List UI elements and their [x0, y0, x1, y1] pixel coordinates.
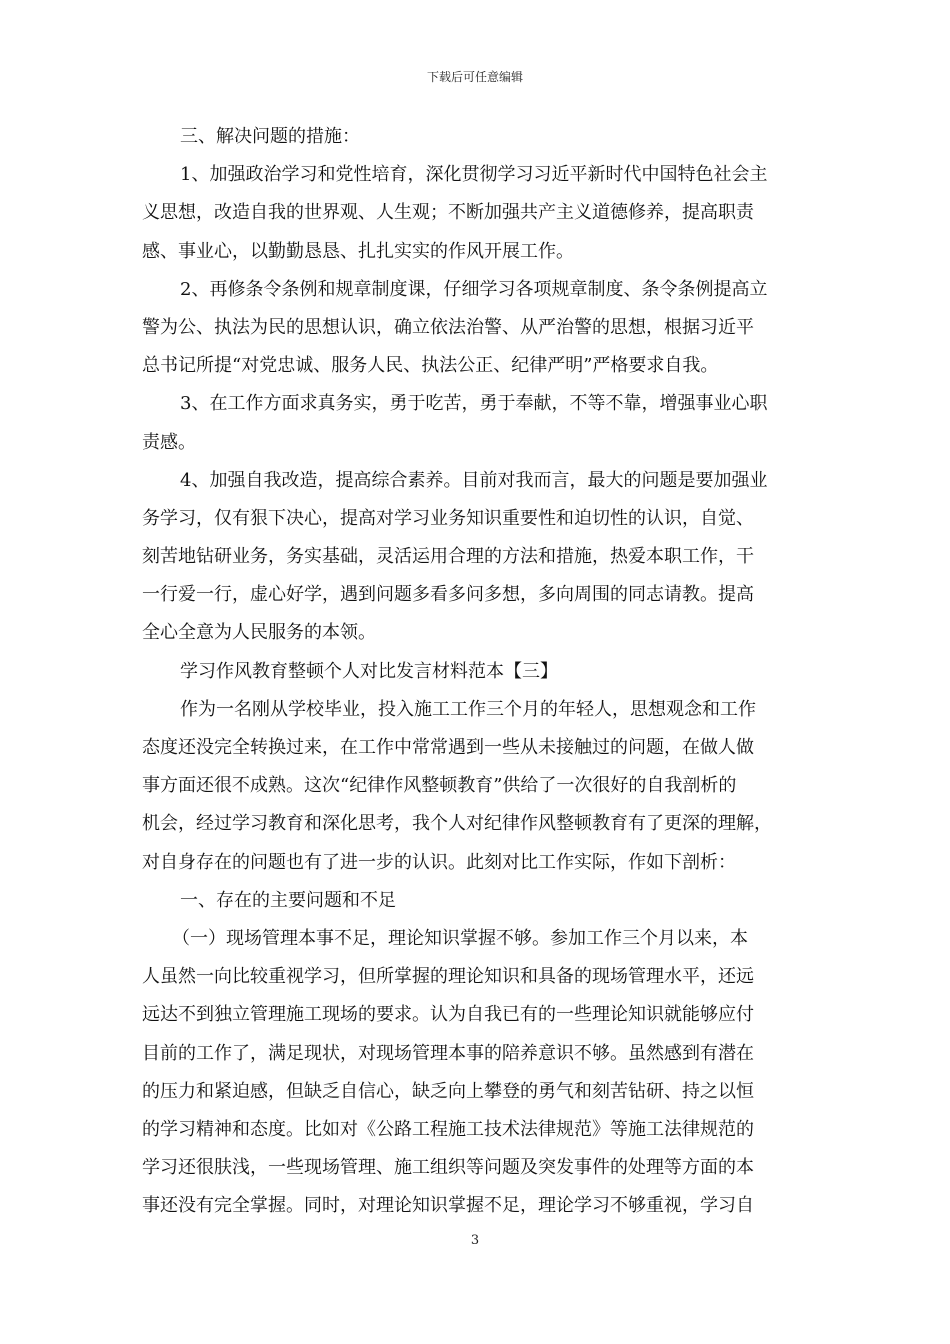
paragraph-line: 的压力和紧迫感，但缺乏自信心，缺乏向上攀登的勇气和刻苦钻研、持之以恒 — [142, 1080, 754, 1102]
section-heading: 一、存在的主要问题和不足 — [180, 889, 396, 911]
paragraph-line: 机会，经过学习教育和深化思考，我个人对纪律作风整顿教育有了更深的理解， — [142, 813, 772, 835]
paragraph-line: 刻苦地钻研业务，务实基础，灵活运用合理的方法和措施，热爱本职工作，干 — [142, 546, 754, 568]
paragraph-line: 目前的工作了，满足现状，对现场管理本事的陪养意识不够。虽然感到有潜在 — [142, 1042, 754, 1064]
paragraph-line: 的学习精神和态度。比如对《公路工程施工技术法律规范》等施工法律规范的 — [142, 1118, 754, 1140]
paragraph-line: 远达不到独立管理施工现场的要求。认为自我已有的一些理论知识就能够应付 — [142, 1004, 754, 1026]
paragraph-line: 义思想，改造自我的世界观、人生观；不断加强共产主义道德修养，提高职责 — [142, 202, 754, 224]
page-number: 3 — [470, 1233, 480, 1248]
paragraph-line: 2、再修条令条例和规章制度课，仔细学习各项规章制度、条令条例提高立 — [180, 278, 768, 300]
section-title: 学习作风教育整顿个人对比发言材料范本【三】 — [180, 660, 558, 682]
paragraph-line: 学习还很肤浅，一些现场管理、施工组织等问题及突发事件的处理等方面的本 — [142, 1157, 754, 1179]
paragraph-line: 警为公、执法为民的思想认识，确立依法治警、从严治警的思想，根据习近平 — [142, 316, 754, 338]
paragraph-line: 事还没有完全掌握。同时，对理论知识掌握不足，理论学习不够重视，学习自 — [142, 1195, 754, 1217]
paragraph-line: 3、在工作方面求真务实，勇于吃苦，勇于奉献，不等不靠，增强事业心职 — [180, 393, 768, 415]
paragraph-line: 全心全意为人民服务的本领。 — [142, 622, 376, 644]
paragraph-line: 事方面还很不成熟。这次“纪律作风整顿教育”供给了一次很好的自我剖析的 — [142, 775, 737, 797]
page-header: 下载后可任意编辑 — [426, 70, 523, 84]
section-heading: 三、解决问题的措施： — [180, 126, 360, 147]
paragraph-line: 一行爱一行，虚心好学，遇到问题多看多问多想，多向周围的同志请教。提高 — [142, 584, 754, 606]
document-body — [142, 118, 808, 1225]
paragraph-line: （一）现场管理本事不足，理论知识掌握不够。参加工作三个月以来，本 — [172, 927, 748, 949]
paragraph-line: 态度还没完全转换过来，在工作中常常遇到一些从未接触过的问题，在做人做 — [142, 737, 754, 758]
paragraph-line: 总书记所提“对党忠诚、服务人民、执法公正、纪律严明”严格要求自我。 — [142, 355, 719, 377]
paragraph-line: 对自身存在的问题也有了进一步的认识。此刻对比工作实际，作如下剖析： — [142, 851, 736, 873]
paragraph-line: 务学习，仅有狠下决心，提高对学习业务知识重要性和迫切性的认识，自觉、 — [142, 507, 754, 529]
paragraph-line: 1、加强政治学习和党性培育，深化贯彻学习习近平新时代中国特色社会主 — [180, 164, 768, 186]
paragraph-line: 作为一名刚从学校毕业，投入施工工作三个月的年轻人，思想观念和工作 — [180, 698, 756, 720]
paragraph-line: 感、事业心，以勤勤恳恳、扎扎实实的作风开展工作。 — [142, 240, 574, 262]
paragraph-line: 人虽然一向比较重视学习，但所掌握的理论知识和具备的现场管理水平，还远 — [142, 966, 754, 988]
paragraph-line: 责感。 — [142, 431, 196, 453]
paragraph-line: 4、加强自我改造，提高综合素养。目前对我而言，最大的问题是要加强业 — [180, 469, 768, 491]
